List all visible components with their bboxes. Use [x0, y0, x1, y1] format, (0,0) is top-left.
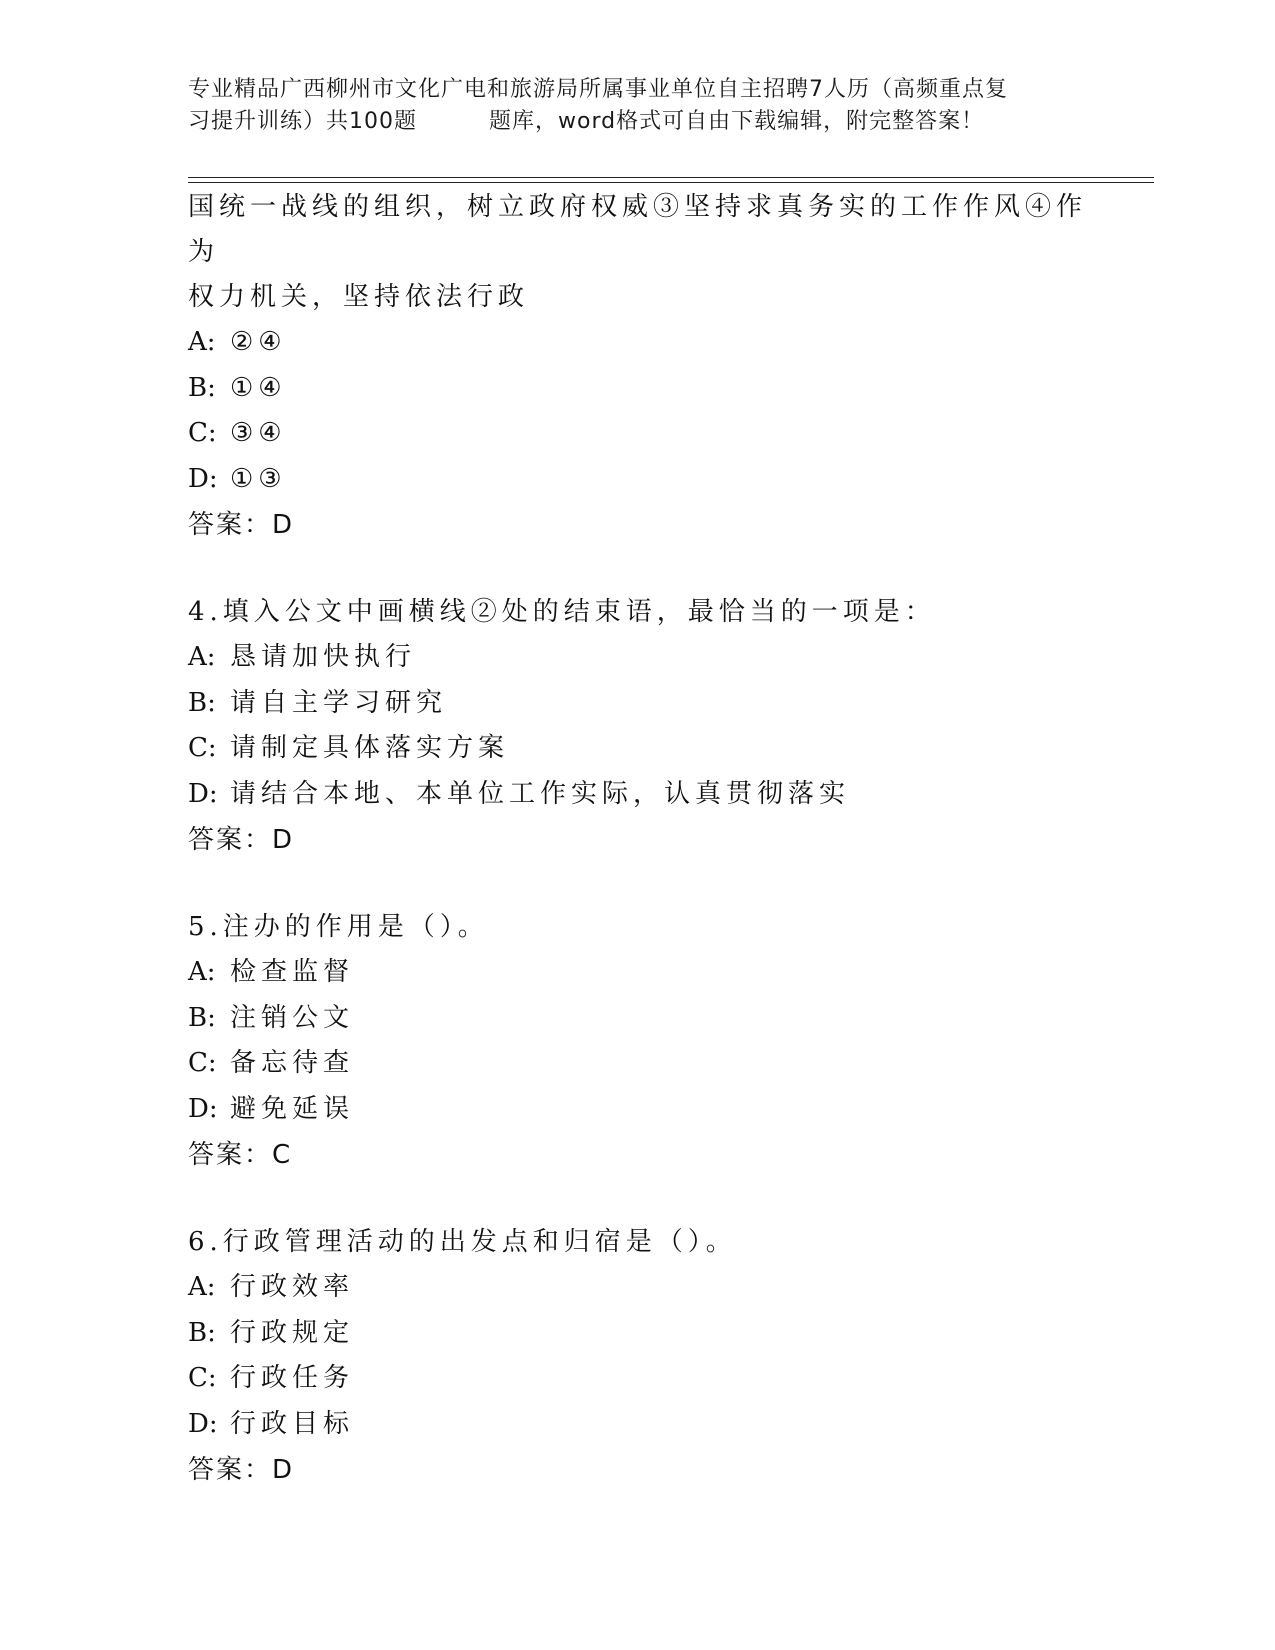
option-letter: B:: [188, 372, 216, 403]
option-text: 检查监督: [230, 957, 355, 987]
option-d: [188, 1402, 1088, 1448]
question-4: [188, 590, 1088, 863]
option-c: [188, 411, 1088, 457]
question-text-line: 权力机关，坚持依法行政: [188, 282, 530, 312]
option-d: [188, 457, 1088, 503]
option-a: [188, 950, 1088, 996]
question-text: 4.填入公文中画横线②处的结束语，最恰当的一项是：: [188, 597, 936, 627]
option-text: 请制定具体落实方案: [230, 733, 510, 763]
option-letter: C:: [188, 1048, 217, 1078]
option-letter: D:: [188, 1408, 218, 1439]
option-letter: D:: [188, 463, 218, 494]
option-text: ①③: [230, 463, 287, 494]
document-body: [188, 185, 1088, 1493]
option-text: 行政规定: [230, 1317, 355, 1348]
header-rule-bottom: [188, 182, 1154, 183]
answer-line: 答案：C: [188, 1140, 293, 1170]
option-a: [188, 1265, 1088, 1311]
option-letter: B:: [188, 1002, 216, 1033]
option-text: 请自主学习研究: [230, 687, 448, 718]
option-letter: A:: [188, 642, 216, 672]
question-text: 6.行政管理活动的出发点和归宿是（）。: [188, 1227, 737, 1257]
option-letter: B:: [188, 687, 216, 718]
option-letter: C:: [188, 1363, 217, 1393]
option-text: ①④: [230, 372, 287, 403]
header-line-2-right: 题库，word格式可自由下载编辑，附完整答案！: [489, 109, 985, 134]
page-header: [188, 74, 1088, 138]
spacer: [188, 863, 1088, 905]
option-letter: C:: [188, 733, 217, 763]
spacer: [188, 1178, 1088, 1220]
answer-line: 答案：D: [188, 510, 295, 540]
option-letter: A:: [188, 327, 216, 357]
answer-line: 答案：D: [188, 825, 295, 855]
answer-line: 答案：D: [188, 1455, 295, 1485]
option-text: ②④: [230, 327, 287, 357]
header-line-1: 专业精品广西柳州市文化广电和旅游局所属事业单位自主招聘7人历（高频重点复: [188, 77, 1008, 102]
question-5: [188, 905, 1088, 1178]
header-line-2-left: 习提升训练）共100题: [188, 109, 417, 134]
option-text: ③④: [230, 418, 287, 448]
option-letter: A:: [188, 957, 216, 987]
header-line-2: [188, 106, 1088, 138]
question-text: 5.注办的作用是（）。: [188, 912, 489, 942]
option-d: [188, 772, 1088, 818]
option-c: [188, 726, 1088, 772]
question-continued: [188, 185, 1088, 548]
option-letter: C:: [188, 418, 217, 448]
option-text: 避免延误: [230, 1093, 355, 1124]
option-c: [188, 1356, 1088, 1402]
option-b: [188, 366, 1088, 412]
option-text: 恳请加快执行: [230, 642, 417, 672]
option-b: [188, 996, 1088, 1042]
option-text: 请结合本地、本单位工作实际，认真贯彻落实: [230, 778, 851, 809]
option-b: [188, 1311, 1088, 1357]
option-text: 行政效率: [230, 1272, 355, 1302]
header-rule-top: [188, 177, 1154, 178]
option-text: 行政任务: [230, 1363, 355, 1393]
option-letter: B:: [188, 1317, 216, 1348]
option-b: [188, 681, 1088, 727]
spacer: [188, 548, 1088, 590]
option-text: 行政目标: [230, 1408, 355, 1439]
option-text: 注销公文: [230, 1002, 355, 1033]
question-text-line: 国统一战线的组织，树立政府权威③坚持求真务实的工作作风④作为: [188, 192, 1088, 267]
option-a: [188, 635, 1088, 681]
option-letter: D:: [188, 1093, 218, 1124]
question-6: [188, 1220, 1088, 1493]
option-c: [188, 1041, 1088, 1087]
option-text: 备忘待查: [230, 1048, 355, 1078]
option-letter: D:: [188, 778, 218, 809]
option-a: [188, 320, 1088, 366]
option-d: [188, 1087, 1088, 1133]
option-letter: A:: [188, 1272, 216, 1302]
